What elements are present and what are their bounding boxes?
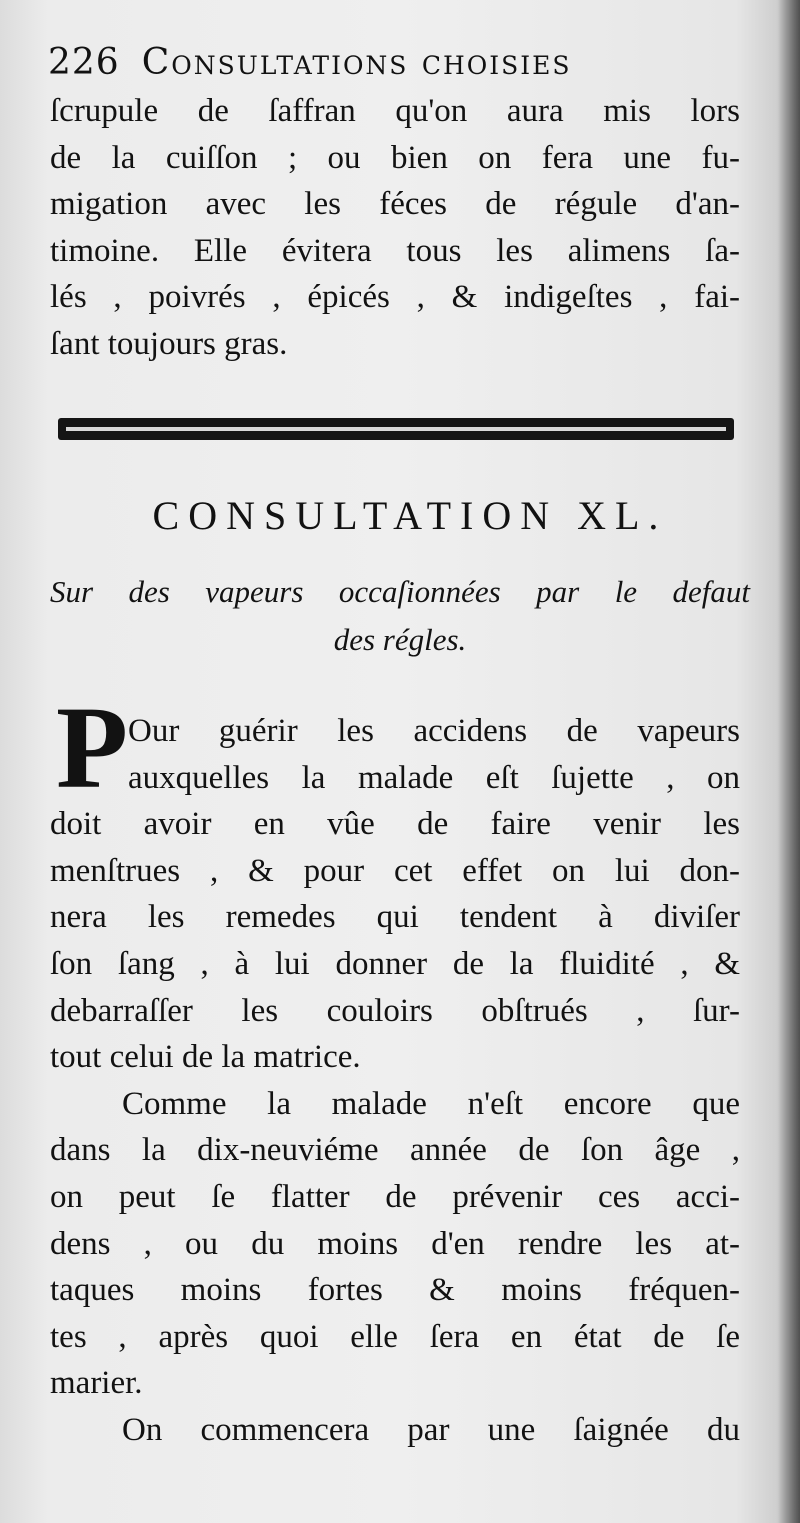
page-number: 226 (48, 42, 120, 83)
subtitle-line: Sur des vapeurs occaſionnées par le defaut (50, 574, 750, 609)
text-line: nera les remedes qui tendent à diviſer (50, 899, 740, 936)
text-line: dans la dix-neuviéme année de ſon âge , (50, 1132, 740, 1169)
text-line: lés , poivrés , épicés , & indigeſtes , fai- (50, 279, 740, 316)
text-line: Comme la malade n'eſt encore que (122, 1085, 740, 1122)
text-line: tout celui de la matrice. (50, 1039, 361, 1076)
section-title: CONSULTATION XL. (152, 493, 668, 538)
text-line: de la cuiſſon ; ou bien on fera une fu- (50, 139, 740, 176)
text-line: timoine. Elle évitera tous les alimens ſa- (50, 232, 740, 269)
text-line: ſon ſang , à lui donner de la fluidité , & (50, 945, 740, 982)
text-line: migation avec les féces de régule d'an- (50, 186, 740, 223)
text-line: Our guérir les accidens de vapeurs (128, 713, 740, 749)
text-line: on peut ſe flatter de prévenir ces acci- (50, 1178, 740, 1215)
running-title: Consultations choisies (141, 42, 572, 83)
drop-cap: P (56, 682, 129, 813)
subtitle-line: des régles. (333, 622, 467, 657)
text-line: menſtrues , & pour cet effet on lui don- (50, 852, 740, 889)
page-header (48, 38, 748, 88)
page-edge-shadow (778, 0, 800, 1523)
text-line: debarraſſer les couloirs obſtrués , ſur- (50, 992, 740, 1029)
text-line: ſant toujours gras. (50, 325, 288, 362)
text-line: tes , après quoi elle ſera en état de ſe (50, 1318, 740, 1355)
continued-paragraph (50, 88, 740, 368)
text-line: dens , ou du moins d'en rendre les at- (50, 1225, 740, 1262)
text-line: marier. (50, 1365, 143, 1402)
section-divider-rule (58, 418, 734, 440)
text-line: ſcrupule de ſaffran qu'on aura mis lors (50, 93, 740, 129)
section-subtitle (50, 568, 750, 664)
text-line: On commencera par une ſaignée du (122, 1411, 740, 1448)
text-line: doit avoir en vûe de faire venir les (50, 806, 740, 843)
text-line: taques moins fortes & moins fréquen- (50, 1272, 740, 1309)
body-text (50, 708, 740, 1454)
rule-inner-line (66, 427, 726, 431)
text-line: auxquelles la malade eſt ſujette , on (128, 759, 740, 796)
